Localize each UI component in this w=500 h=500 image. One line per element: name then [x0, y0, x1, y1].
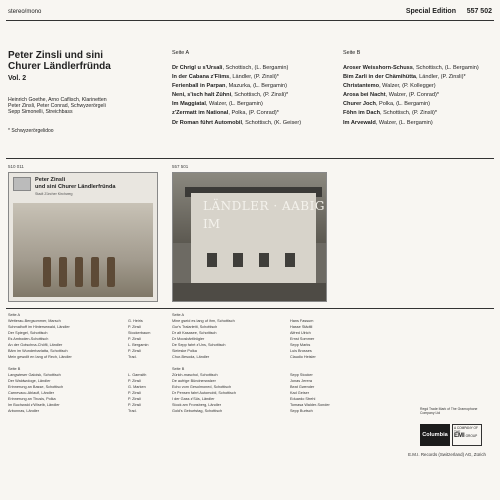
track-row — [172, 73, 301, 82]
track-credit: , Walzer, (P. Conrad)* — [385, 92, 440, 99]
record-company-footer: E.M.I. Records (Switzerland) AG, Zürich — [408, 452, 486, 457]
track-row — [343, 109, 479, 118]
detail-track-composer: Beat Gwender — [290, 385, 315, 389]
detail-track-title: Dr Moosbärtlirögler — [172, 337, 205, 341]
personnel-line: Heinrich Goethe, Arno Caflisch, Klarinetten — [8, 97, 107, 103]
musician-figure — [75, 257, 83, 287]
detail-track-title: An der Gotschna-Chöfli, Ländler — [8, 343, 63, 347]
detail-track-row — [172, 408, 332, 414]
emi-group-text: GROUP — [465, 434, 478, 438]
musician-figure — [91, 257, 99, 287]
track-row — [343, 73, 479, 82]
detail-side-label: Seite B — [172, 367, 185, 371]
detail-track-title: Es Amboden-Schottisch — [8, 337, 49, 341]
detail-side-label: Seite B — [8, 367, 21, 371]
emi-small-text: A COMPANY OF THE — [454, 426, 478, 434]
band-photo — [13, 203, 153, 297]
thumb-title — [35, 177, 116, 190]
detail-track-title: Im Buchwald z'Wiselb, Ländler — [8, 403, 60, 407]
track-credit: , Ländler, (P. Zinsli)* — [416, 74, 466, 81]
detail-track-composer: Hasse Städtli — [290, 325, 313, 329]
track-title: Aroser Weisshorn-Schuss — [343, 65, 413, 71]
detail-track-composer: Stockerbaum — [128, 331, 151, 335]
detail-track-title: Echo vom Gesolmoned, Schottisch — [172, 385, 232, 389]
track-credit: , Ländler, (P. Zinsli)* — [229, 74, 279, 81]
detail-track-composer: Sepp Marks — [290, 343, 311, 347]
detail-track-title: Mine gseid es lang uf ihm, Schottisch — [172, 319, 235, 323]
catalog-number: 557 502 — [466, 8, 492, 15]
detail-track-composer: Tomasa Walder-Sonder — [290, 403, 330, 407]
track-credit: , Polka, (P. Conrad)* — [228, 110, 279, 117]
photo-window — [259, 253, 269, 267]
detail-track-composer: Trad. — [128, 355, 137, 359]
detail-track-composer: P. Zinsli — [128, 403, 142, 407]
right-thumb-tracklist — [172, 312, 332, 414]
detail-track-title: Mein gewollt en Iang uf Rech, Ländler — [8, 355, 72, 359]
detail-track-composer: Luis Brosses — [290, 349, 312, 353]
top-bar — [6, 6, 494, 20]
detail-track-composer: Sepp Stocker — [290, 373, 313, 377]
detail-track-title: Stock am Fronsberg, Ländler — [172, 403, 221, 407]
detail-track-composer: L. Gamsith — [128, 373, 147, 377]
photo-window — [285, 253, 295, 267]
format-label: stereo/mono — [8, 9, 42, 15]
detail-track-composer: P. Zinsli — [128, 391, 142, 395]
detail-track-title: Der Waldwologe, Ländler — [8, 379, 51, 383]
track-row — [172, 82, 301, 91]
emi-group-logo — [452, 424, 482, 446]
musician-figure — [107, 257, 115, 287]
detail-track-composer: Sepp Burtsch — [290, 409, 313, 413]
detail-track-composer: Trad. — [128, 409, 137, 413]
thumb-title-line: und sini Churer Ländlerfründa — [35, 183, 116, 190]
top-divider — [6, 20, 494, 21]
detail-track-composer: Claudio Heisler — [290, 355, 316, 359]
track-row — [172, 109, 301, 118]
detail-track-title: Erinnerung an Thusis, Polka — [8, 397, 56, 401]
track-credit: , Schottisch, (P. Zinsli)* — [379, 110, 438, 117]
detail-track-composer: P. Zinsli — [128, 349, 142, 353]
track-row — [343, 64, 479, 73]
musician-figure — [43, 257, 51, 287]
track-row — [343, 119, 479, 128]
sign-text-line-1: LÄNDLER · AABIG — [203, 199, 325, 213]
track-row — [172, 119, 301, 128]
lower-divider — [6, 308, 494, 309]
photo-ground — [173, 283, 327, 302]
track-title: Dr Roman führt Automobil — [172, 119, 243, 126]
musician-figure — [59, 257, 67, 287]
personnel-line: Peter Zinsli, Peter Conrad, Schwyzerörgeli — [8, 103, 106, 110]
detail-track-title: Gold's Geburtstag, Schottisch — [172, 409, 223, 413]
track-credit: , Walzer, (L. Bergamin) — [375, 119, 433, 126]
detail-side-label: Seite A — [8, 313, 21, 317]
track-credit: , Schottisch, (K. Geiser) — [242, 119, 302, 126]
detail-track-composer: G. Marken — [128, 385, 146, 389]
album-title — [8, 50, 158, 72]
volume-label: Vol. 2 — [8, 75, 27, 82]
track-row — [172, 91, 301, 100]
thumb-subtitle: Stadt Zürcher Kirchweg — [35, 192, 73, 196]
track-row — [343, 82, 479, 91]
track-credit: , Walzer, (P. Kollegger) — [379, 83, 436, 90]
side-a-label: Seite A — [172, 50, 190, 56]
detail-track-title: Schmalhoff im Hintersewald, Ländler — [8, 325, 70, 329]
detail-track-title: Dr Pensen fahrt Automobil, Schottisch — [172, 391, 236, 395]
track-row — [343, 91, 479, 100]
detail-track-composer: L. Bergamin — [128, 343, 149, 347]
right-album-thumbnail — [172, 172, 327, 302]
track-credit: , Schottisch, (L. Bergamin) — [412, 65, 479, 71]
track-row — [343, 100, 479, 109]
detail-track-composer: P. Zinsli — [128, 397, 142, 401]
track-title: Ferienball in Parpan — [172, 83, 226, 90]
photo-window — [207, 253, 217, 267]
track-row — [172, 100, 301, 109]
title-line-2: Churer Ländlerfründa — [8, 61, 111, 72]
photo-window — [233, 253, 243, 267]
detail-track-row — [8, 408, 158, 414]
left-thumb-number: 510 011 — [8, 164, 24, 169]
detail-track-composer: P. Zinsli — [128, 379, 142, 383]
detail-track-title: Chur-Besoda, Ländler — [172, 355, 210, 359]
track-title: Im Arvewald — [343, 119, 376, 126]
track-credit: , Walzer, (L. Bergamin) — [205, 101, 263, 108]
track-title: Churer Joch — [343, 101, 376, 108]
emi-wordmark: EMI — [454, 433, 465, 439]
detail-track-composer: Eduardo Strehl — [290, 397, 316, 401]
track-title: Dr Chrigl u s'Ursali — [172, 65, 223, 71]
detail-track-title: I der Gass z'Süs, Ländler — [172, 397, 215, 401]
detail-track-row — [172, 354, 332, 360]
track-title: Arosa bei Nacht — [343, 92, 386, 99]
right-thumb-number: 557 501 — [172, 164, 189, 169]
detail-track-composer: P. Zinsli — [128, 325, 142, 329]
detail-track-row — [8, 354, 158, 360]
side-a-tracklist — [172, 64, 301, 128]
detail-track-title: Wetterau-Bergsommer, Marsch — [8, 319, 61, 323]
track-title: In der Cabana z'Flims — [172, 74, 230, 81]
detail-track-composer: Kad Geiser — [290, 391, 309, 395]
side-b-label: Seite B — [343, 50, 361, 56]
title-line-1: Peter Zinsli und sini — [8, 50, 104, 61]
detail-track-title: Dr alt Kasasee, Schottisch — [172, 331, 217, 335]
detail-track-title: Zürich-maschol, Schottisch — [172, 373, 218, 377]
track-credit: , Polka, (L. Bergamin) — [375, 101, 431, 108]
columbia-logo: Columbia — [420, 424, 450, 446]
footnote: * Schwyzerörgelidoo — [8, 128, 54, 134]
track-credit: , Mazurka, (L. Bergamin) — [225, 83, 288, 90]
detail-track-title: Bärn im Wunderbarlatta, Schottisch — [8, 349, 68, 353]
track-title: Föhn im Dach — [343, 110, 380, 117]
detail-track-composer: Hans Fassum — [290, 319, 314, 323]
track-title: Bim Zarli in der Chämihütta — [343, 74, 417, 81]
detail-track-title: De aufrige Bündnerwalzer — [172, 379, 216, 383]
detail-track-title: Der Spiegel, Schottisch — [8, 331, 48, 335]
track-title: z'Zermatt im National — [172, 110, 229, 117]
detail-track-title: Sieleske Polka — [172, 349, 197, 353]
detail-track-title: De Sepp fahrt z'Uns, Schottisch — [172, 343, 226, 347]
personnel-list — [8, 97, 158, 116]
middle-divider — [6, 158, 494, 159]
left-thumb-tracklist — [8, 312, 158, 414]
track-title: Christantemo — [343, 83, 380, 90]
side-b-tracklist — [343, 64, 479, 128]
detail-track-composer: Alfred Ulrich — [290, 331, 311, 335]
detail-track-composer: G. Heiris — [128, 319, 143, 323]
track-row — [172, 64, 301, 73]
detail-track-title: Erinnerung an Basse, Schottisch — [8, 385, 64, 389]
detail-track-composer: Jonas Jerera — [290, 379, 312, 383]
track-title: Im Maggiatal — [172, 101, 206, 108]
thumb-title-line: Peter Zinsli — [35, 177, 66, 183]
edition-label: Special Edition — [405, 8, 456, 15]
detail-track-composer: P. Zinsli — [128, 337, 142, 341]
track-title: Neni, s'isch halt Zühni — [172, 92, 232, 99]
track-credit: , Schottisch, (P. Zinsli)* — [231, 92, 289, 99]
trademark-note: Regd Trade Mark of The Gramophone Company Ltd — [420, 407, 478, 415]
detail-track-title: Carnevacu-Ablaufl, Ländler — [8, 391, 55, 395]
detail-side-label: Seite A — [172, 313, 185, 317]
detail-track-composer: Ernst Sommer — [290, 337, 315, 341]
track-credit: , Schottisch, (L. Bergamin) — [222, 65, 289, 71]
detail-track-title: Gur's Tralarletti, Schottisch — [172, 325, 218, 329]
personnel-line: Sepp Simonelli, Streichbass — [8, 109, 73, 116]
left-album-thumbnail — [8, 172, 158, 302]
label-logo-icon — [13, 177, 31, 191]
detail-track-title: Langwieser Galoisk, Schottisch — [8, 373, 61, 377]
detail-track-title: Arbonnas, Ländler — [8, 409, 40, 413]
sign-text-line-2: IM — [203, 217, 221, 231]
